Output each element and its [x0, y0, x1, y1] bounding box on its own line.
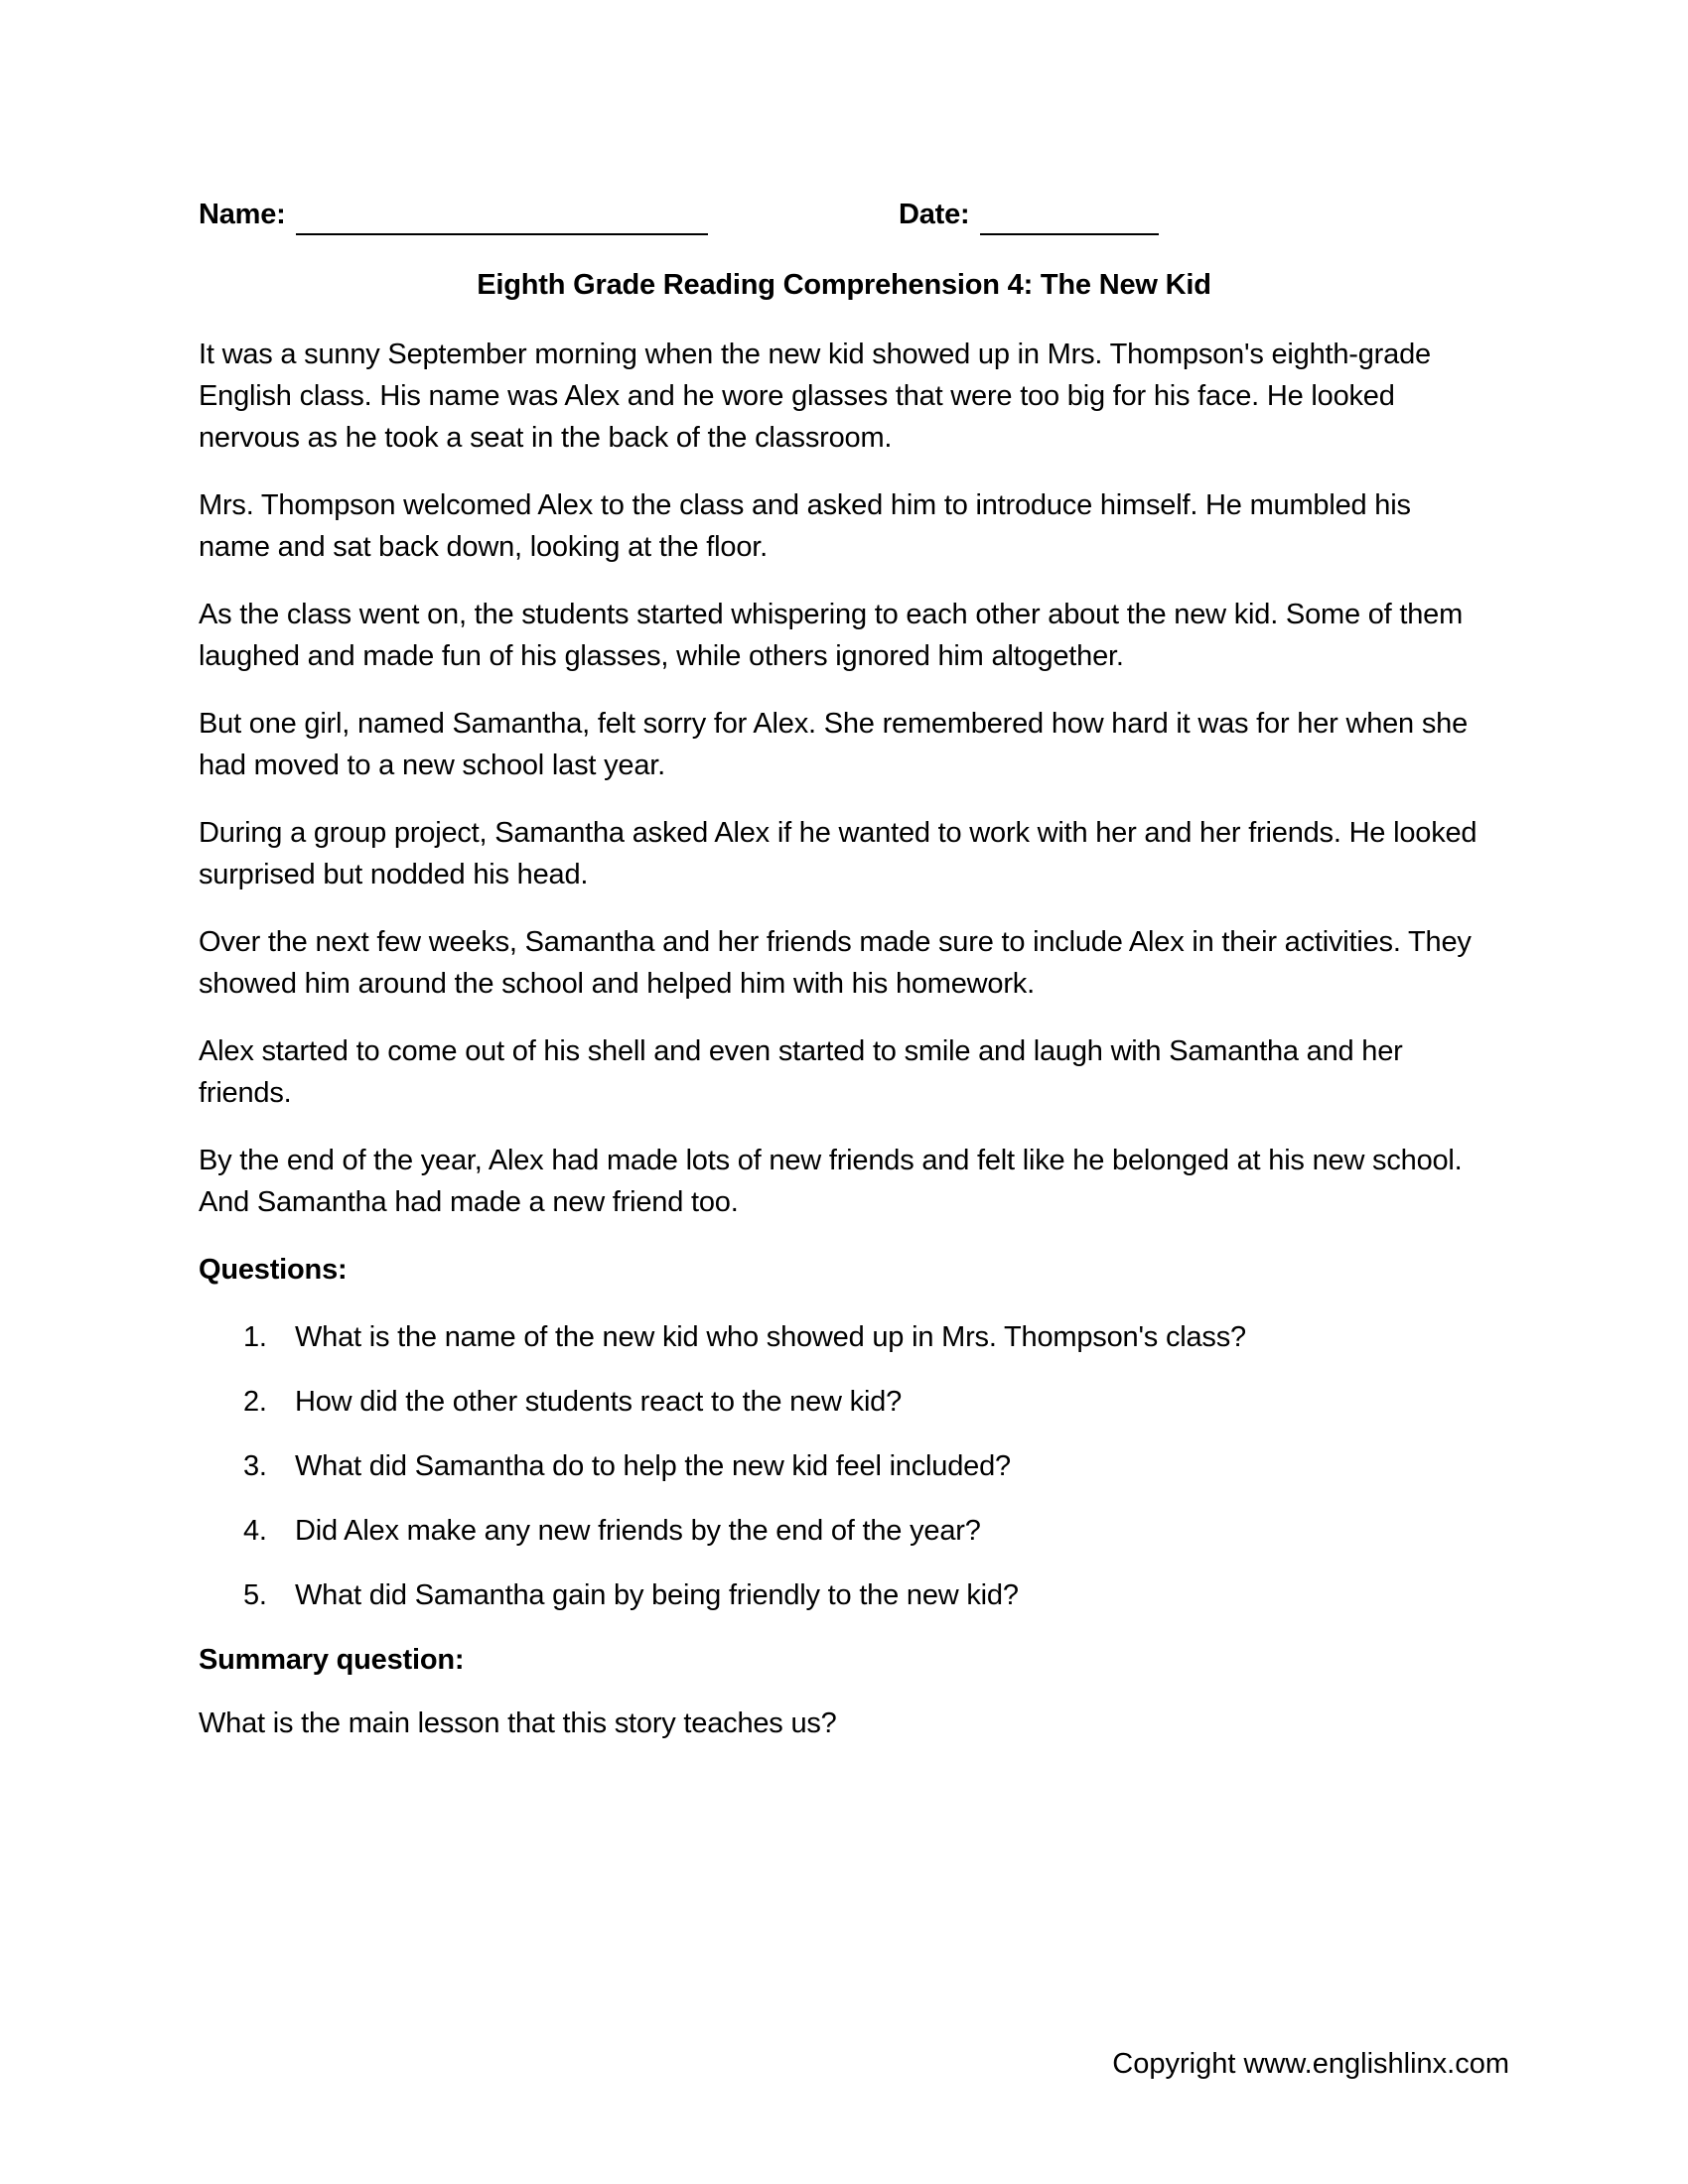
question-item: [243, 1445, 1489, 1487]
story-paragraph: As the class went on, the students started whispering to each other about the new kid. Some of them laughed and made fun of his glasses, while others ignored him altogether.: [199, 599, 1464, 672]
question-text: What is the name of the new kid who showed up in Mrs. Thompson's class?: [295, 1321, 1246, 1353]
question-text: What did Samantha gain by being friendly to the new kid?: [295, 1579, 1019, 1611]
questions-heading: Questions:: [199, 1254, 348, 1286]
story-paragraph: During a group project, Samantha asked Alex if he wanted to work with her and her friends. He looked surprised but nodded his head.: [199, 817, 1477, 890]
question-item: [243, 1381, 1489, 1423]
question-item: [243, 1510, 1489, 1552]
date-label: Date:: [899, 199, 970, 230]
question-number: 5.: [243, 1579, 267, 1611]
question-item: [243, 1316, 1489, 1358]
story-paragraph: Mrs. Thompson welcomed Alex to the class and asked him to introduce himself. He mumbled his name and sat back down, looking at the floor.: [199, 489, 1411, 563]
story-paragraph: It was a sunny September morning when the new kid showed up in Mrs. Thompson's eighth-grade English class. His name was Alex and he wore glasses that were too big for his face. He looked nervous as he took a seat in the back of the classroom.: [199, 339, 1431, 454]
question-number: 1.: [243, 1321, 267, 1353]
question-number: 2.: [243, 1386, 267, 1418]
name-label: Name:: [199, 199, 286, 230]
summary-heading: Summary question:: [199, 1644, 465, 1676]
name-field: [199, 194, 1489, 235]
date-blank-line: [980, 200, 1159, 235]
story-paragraph: Over the next few weeks, Samantha and her friends made sure to include Alex in their activities. They showed him around the school and helped him with his homework.: [199, 926, 1472, 1000]
name-blank-line: [296, 200, 708, 235]
story-passage: [199, 334, 1489, 1223]
question-list: [199, 1316, 1489, 1616]
header-row: [199, 194, 1489, 235]
copyright-text: Copyright www.englishlinx.com: [1112, 2048, 1509, 2080]
story-paragraph: Alex started to come out of his shell and even started to smile and laugh with Samantha and her friends.: [199, 1035, 1403, 1109]
story-paragraph: But one girl, named Samantha, felt sorry for Alex. She remembered how hard it was for her when she had moved to a new school last year.: [199, 708, 1468, 781]
question-item: [243, 1574, 1489, 1616]
summary-question: What is the main lesson that this story teaches us?: [199, 1707, 837, 1739]
question-text: Did Alex make any new friends by the end of the year?: [295, 1515, 981, 1547]
date-field: [899, 194, 1159, 235]
question-number: 4.: [243, 1515, 267, 1547]
question-number: 3.: [243, 1450, 267, 1482]
question-text: What did Samantha do to help the new kid feel included?: [295, 1450, 1011, 1482]
page-title: Eighth Grade Reading Comprehension 4: The New Kid: [477, 269, 1211, 301]
question-text: How did the other students react to the new kid?: [295, 1386, 903, 1418]
story-paragraph: By the end of the year, Alex had made lots of new friends and felt like he belonged at his new school. And Samantha had made a new friend too.: [199, 1145, 1463, 1218]
